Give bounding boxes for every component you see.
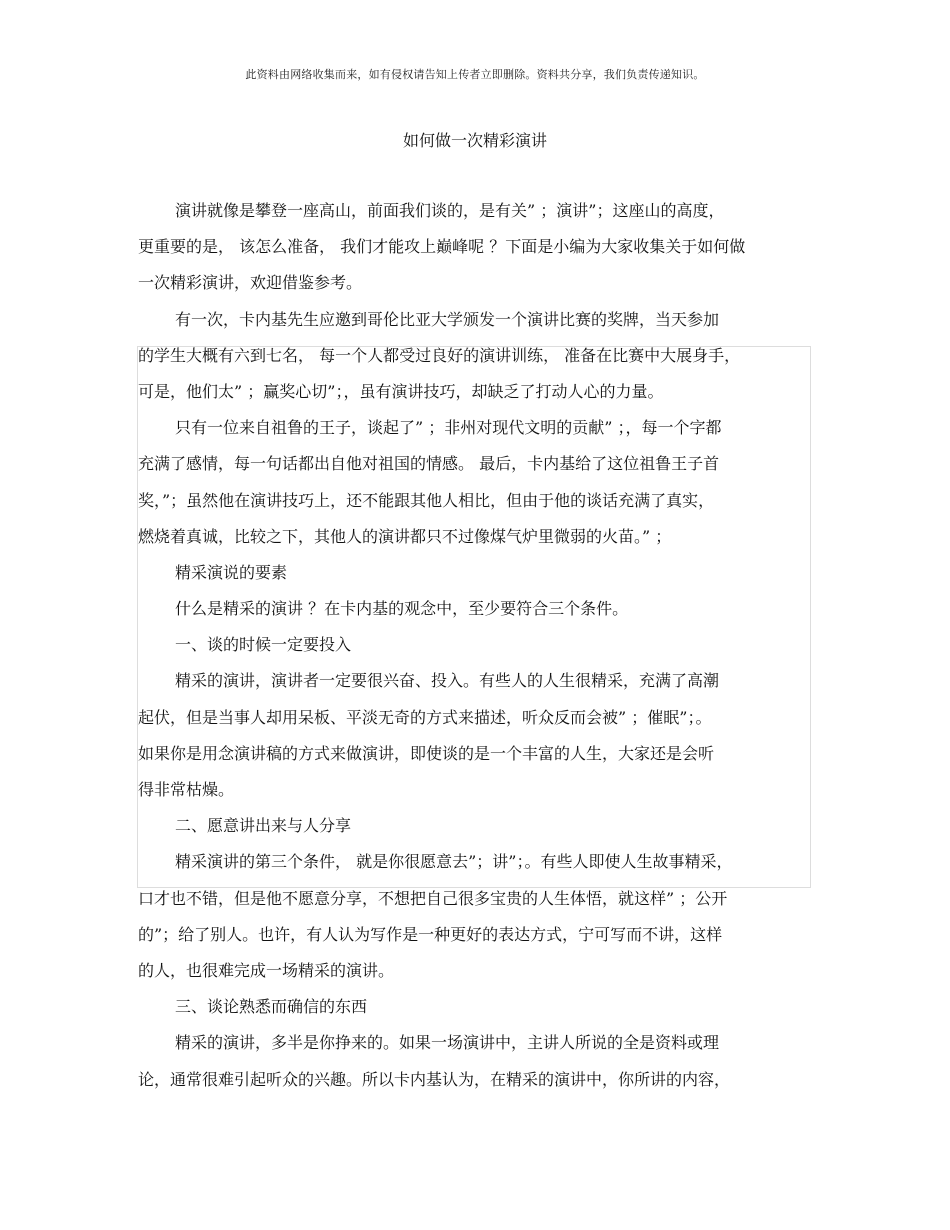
text-line: 得非常枯燥。 (138, 780, 235, 799)
text-line: 三、谈论熟悉而确信的东西 (175, 997, 368, 1017)
text-line: 精采演说的要素 (175, 562, 288, 582)
header-disclaimer: 此资料由网络收集而来，如有侵权请告知上传者立即删除。资料共分享，我们负责传递知识。 (245, 68, 705, 81)
text-line: 口才也不错，但是他不愿意分享，不想把自己很多宝贵的人生体悟，就这样” ；公开 (138, 888, 728, 908)
text-line: 充满了感情，每一句话都出自他对祖国的情感。 最后，卡内基给了这位祖鲁王子首 (138, 454, 720, 474)
text-line: 起伏，但是当事人却用呆板、平淡无奇的方式来描述，听众反而会被” ；催眠”；。 (138, 707, 712, 727)
text-line: 二、愿意讲出来与人分享 (175, 816, 352, 836)
text-line: 可是，他们太” ；赢奖心切”；，虽有演讲技巧，却缺乏了打动人心的力量。 (138, 381, 664, 401)
text-line: 一、谈的时候一定要投入 (175, 635, 352, 655)
text-line: 有一次，卡内基先生应邀到哥伦比亚大学颁发一个演讲比赛的奖牌，当天参加 (175, 309, 720, 329)
text-line: 一次精彩演讲，欢迎借鉴参考。 (138, 273, 363, 293)
text-line: 更重要的是， 该怎么准备， 我们才能攻上巅峰呢 ？下面是小编为大家收集关于如何做 (138, 237, 746, 257)
text-line: 奖，”；虽然他在演讲技巧上，还不能跟其他人相比，但由于他的谈话充满了真实， (138, 490, 715, 510)
text-line: 精采演讲的第三个条件， 就是你很愿意去”；讲”；。有些人即使人生故事精采， (175, 852, 733, 872)
text-line: 如果你是用念演讲稿的方式来做演讲，即使谈的是一个丰富的人生，大家还是会听 (138, 743, 715, 763)
text-line: 什么是精采的演讲 ？在卡内基的观念中，至少要符合三个条件。 (175, 599, 629, 619)
text-line: 精采的演讲，演讲者一定要很兴奋、投入。有些人的人生很精采，充满了高潮 (175, 671, 720, 691)
text-line: 的”；给了别人。也许，有人认为写作是一种更好的表达方式，宁可写而不讲，这样 (138, 924, 723, 944)
text-line: 的学生大概有六到七名， 每一个人都受过良好的演讲训练， 准备在比赛中大展身手， (138, 345, 741, 365)
text-line: 的人，也很难完成一场精采的演讲。 (138, 960, 395, 980)
text-line: 精采的演讲，多半是你挣来的。如果一场演讲中，主讲人所说的全是资料或理 (175, 1033, 720, 1053)
text-line: 燃烧着真诚，比较之下，其他人的演讲都只不过像煤气炉里微弱的火苗。” ； (138, 526, 672, 546)
text-line: 只有一位来自祖鲁的王子，谈起了” ；非州对现代文明的贡献” ；，每一个字都 (175, 418, 722, 438)
text-line: 演讲就像是攀登一座高山，前面我们谈的，是有关” ；演讲”；这座山的高度， (175, 201, 725, 220)
page-title: 如何做一次精彩演讲 (402, 131, 547, 150)
text-line: 论，通常很难引起听众的兴趣。所以卡内基认为，在精采的演讲中，你所讲的内容， (138, 1069, 731, 1089)
document-body (138, 196, 810, 1101)
